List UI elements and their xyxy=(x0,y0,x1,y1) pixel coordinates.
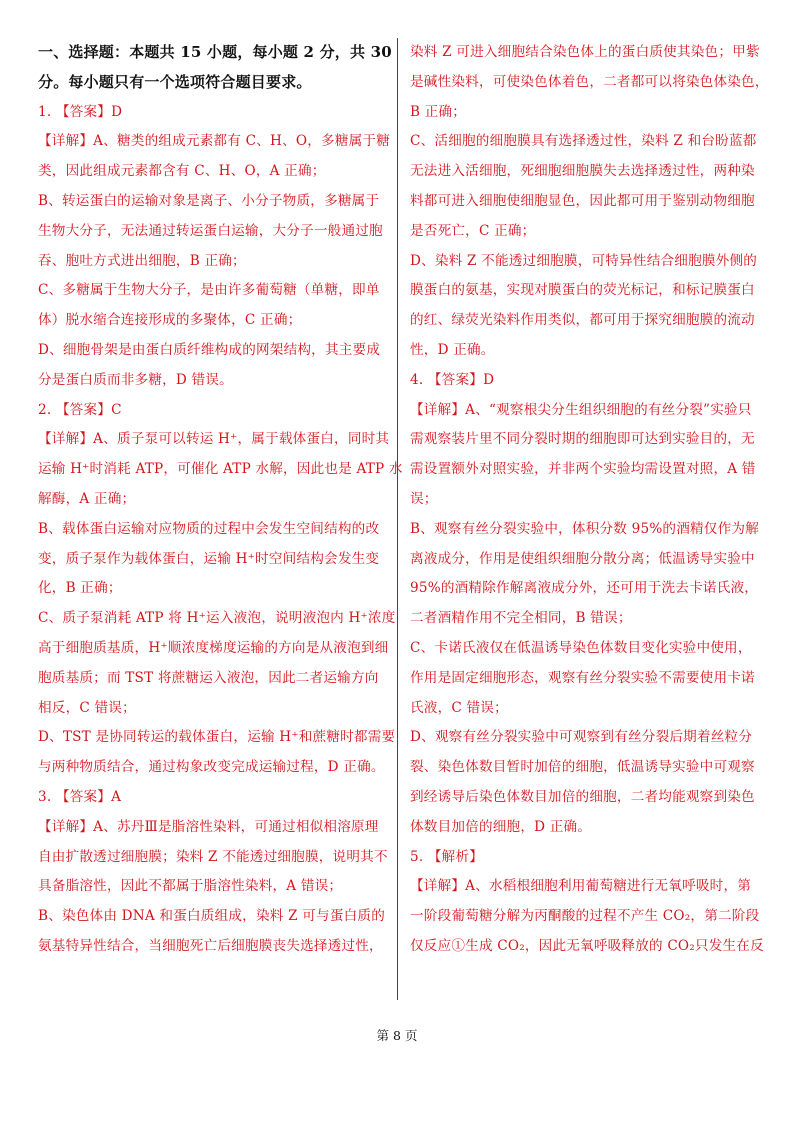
text-line: 吞、胞吐方式进出细胞，B 正确； xyxy=(38,252,246,269)
text-line: 裂、染色体数目暂时加倍的细胞，低温诱导实验中可观察 xyxy=(410,759,755,776)
text-line: 相反，C 错误； xyxy=(38,699,136,716)
text-line: D、染料 Z 不能透过细胞膜，可特异性结合细胞膜外侧的 xyxy=(410,252,758,269)
text-line: 变，质子泵作为载体蛋白，运输 H⁺时空间结构会发生变 xyxy=(38,550,380,567)
text-line: 是碱性染料，可使染色体着色，二者都可以将染色体染色， xyxy=(410,73,769,90)
text-line: 仅反应①生成 CO₂，因此无氧呼吸释放的 CO₂只发生在反 xyxy=(410,937,764,954)
text-line: 【详解】A、“观察根尖分生组织细胞的有丝分裂”实验只 xyxy=(410,401,752,418)
text-line: 误； xyxy=(410,490,438,507)
text-line: 氏液，C 错误； xyxy=(410,699,508,716)
text-line: 【详解】A、质子泵可以转运 H⁺，属于载体蛋白，同时其 xyxy=(38,431,390,448)
text-line: 膜蛋白的氨基，实现对膜蛋白的荧光标记，和标记膜蛋白 xyxy=(410,282,755,299)
text-line: 4. 【答案】D xyxy=(410,371,495,388)
text-line: B、载体蛋白运输对应物质的过程中会发生空间结构的改 xyxy=(38,520,380,537)
text-line: 染料 Z 可进入细胞结合染色体上的蛋白质使其染色；甲紫 xyxy=(410,44,760,60)
text-line: 与两种物质结合，通过构象改变完成运输过程，D 正确。 xyxy=(38,759,385,776)
text-line: 氨基特异性结合，当细胞死亡后细胞膜丧失选择透过性， xyxy=(38,937,383,954)
text-line: 分是蛋白质而非多糖，D 错误。 xyxy=(38,371,233,388)
text-line: 作用是固定细胞形态，观察有丝分裂实验不需要使用卡诺 xyxy=(410,669,755,686)
text-line: 【详解】A、水稻根细胞利用葡萄糖进行无氧呼吸时，第 xyxy=(410,878,752,895)
text-line: D、细胞骨架是由蛋白质纤维构成的网架结构，其主要成 xyxy=(38,341,381,358)
text-line: 料都可进入细胞使细胞显色，因此都可用于鉴别动物细胞 xyxy=(410,192,755,209)
text-line: 【详解】A、糖类的组成元素都有 C、H、O，多糖属于糖 xyxy=(38,133,390,150)
text-line: 无法进入活细胞，死细胞细胞膜失去选择透过性，两种染 xyxy=(410,163,755,180)
text-line: B 正确； xyxy=(410,103,467,120)
text-line: 的红、绿荧光染料作用类似，都可用于探究细胞膜的流动 xyxy=(410,312,755,329)
text-line: B、染色体由 DNA 和蛋白质组成，染料 Z 可与蛋白质的 xyxy=(38,908,386,925)
text-line: 解酶，A 正确； xyxy=(38,490,136,507)
text-line: 二者酒精作用不完全相同，B 错误； xyxy=(410,610,632,627)
text-line: 体）脱水缩合连接形成的多聚体，C 正确； xyxy=(38,312,302,329)
text-line: B、转运蛋白的运输对象是离子、小分子物质，多糖属于 xyxy=(38,192,380,209)
left-column xyxy=(38,38,403,962)
text-line: 需设置额外对照实验，并非两个实验均需设置对照，A 错 xyxy=(410,461,756,478)
text-line: 5. 【解析】 xyxy=(410,848,484,865)
text-line: 具备脂溶性，因此不都属于脂溶性染料，A 错误； xyxy=(38,878,343,895)
text-line: 胞质基质；而 TST 将蔗糖运入液泡，因此二者运输方向 xyxy=(38,669,379,686)
right-column xyxy=(410,38,769,962)
column-divider xyxy=(397,38,398,1000)
section-heading-line: 一、选择题：本题共 15 小题，每小题 2 分，共 30 xyxy=(38,43,392,61)
section-heading-line: 分。每小题只有一个选项符合题目要求。 xyxy=(38,72,312,91)
text-line: C、卡诺氏液仅在低温诱导染色体数目变化实验中使用， xyxy=(410,639,752,656)
text-line: 生物大分子，无法通过转运蛋白运输，大分子一般通过胞 xyxy=(38,222,383,239)
text-line: 离液成分，作用是使组织细胞分散分离；低温诱导实验中 xyxy=(410,550,755,567)
text-line: 需观察装片里不同分裂时期的细胞即可达到实验目的，无 xyxy=(410,431,755,448)
text-line: 是否死亡，C 正确； xyxy=(410,222,536,239)
text-line: C、活细胞的细胞膜具有选择透过性，染料 Z 和台盼蓝都 xyxy=(410,133,757,150)
text-line: 类，因此组成元素都含有 C、H、O，A 正确； xyxy=(38,163,326,180)
text-line: 化，B 正确； xyxy=(38,580,122,597)
text-line: 运输 H⁺时消耗 ATP，可催化 ATP 水解，因此也是 ATP 水 xyxy=(38,461,403,478)
page-number: 第 8 页 xyxy=(376,1028,418,1043)
text-line: 【详解】A、苏丹Ⅲ是脂溶性染料，可通过相似相溶原理 xyxy=(38,818,379,835)
text-line: 3. 【答案】A xyxy=(38,788,122,805)
text-line: 体数目加倍的细胞，D 正确。 xyxy=(410,818,592,835)
text-line: 自由扩散透过细胞膜；染料 Z 不能透过细胞膜，说明其不 xyxy=(38,848,388,865)
text-line: 到经诱导后染色体数目加倍的细胞，二者均能观察到染色 xyxy=(410,788,755,805)
text-line: 95%的酒精除作解离液成分外，还可用于洗去卡诺氏液， xyxy=(410,580,759,597)
text-line: 高于细胞质基质，H⁺顺浓度梯度运输的方向是从液泡到细 xyxy=(38,639,389,656)
text-line: 性，D 正确。 xyxy=(410,341,495,358)
text-line: D、观察有丝分裂实验中可观察到有丝分裂后期着丝粒分 xyxy=(410,729,753,746)
text-line: D、TST 是协同转运的载体蛋白，运输 H⁺和蔗糖时都需要 xyxy=(38,729,396,746)
text-line: 1. 【答案】D xyxy=(38,103,123,120)
text-line: 一阶段葡萄糖分解为丙酮酸的过程不产生 CO₂，第二阶段 xyxy=(410,908,760,925)
text-line: B、观察有丝分裂实验中，体积分数 95%的酒精仅作为解 xyxy=(410,520,759,537)
text-line: 2. 【答案】C xyxy=(38,401,122,418)
text-line: C、多糖属于生物大分子，是由许多葡萄糖（单糖，即单 xyxy=(38,282,380,299)
text-line: C、质子泵消耗 ATP 将 H⁺运入液泡，说明液泡内 H⁺浓度 xyxy=(38,610,396,627)
